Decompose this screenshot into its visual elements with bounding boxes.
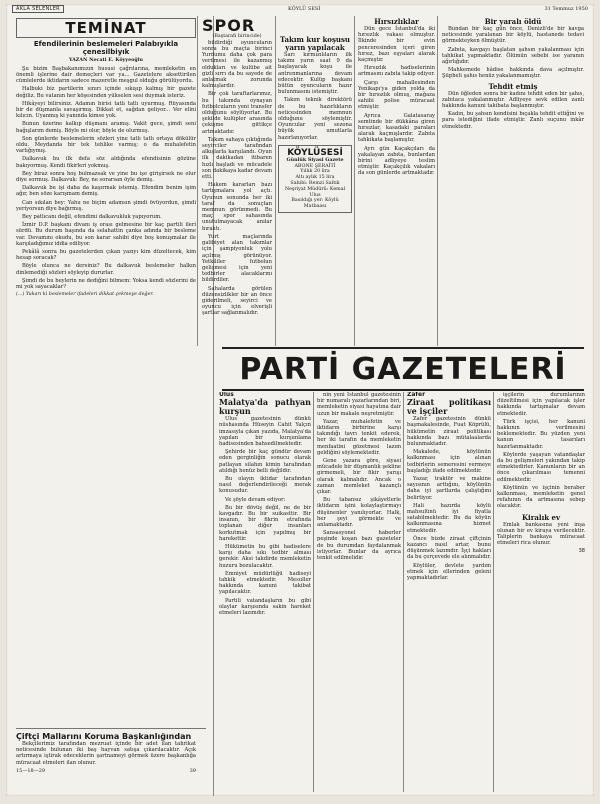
paragraph: Hikâyeyi bilirsiniz. Adamın birisi tatlı tatlı uyurmuş. Rüyasında bir de düşmanla savaşırmış. Dikkat et, sağdan geliyor... Ver elini kılıcın. Uyanmış ki yanında kimse yok. <box>16 100 196 120</box>
column-rule <box>493 392 494 792</box>
paragraph: Can sıkılan bey: Yahu ne biçim adamsın şimdi övüyordun, şimdi yeriyorsun diye bağırmış. <box>16 199 196 212</box>
rent-header: Kiralık ev <box>521 512 561 522</box>
paragraph: Bekçilerimiz tarafından mezruat içinde bir adet ilan tahrikat neticesinde bulunan iki baş hayvan satışa çıkarılacaktır. Açık artırmaya iştirak edeceklerin şartnameyi görmek üzere başkanlığa müracaat etmeleri ilan olunur. <box>16 741 196 766</box>
masthead-line: Basıldığı yer: Köylü Matbaası <box>291 198 339 210</box>
paragraph: Köylerde yaşayan vatandaşlar da bu gelişmeleri yakından takip etmektedirler. Kanunların bir an önce çıkarılması temenni edilmektedir. <box>497 451 585 483</box>
left-page-footer: 15—18—29 <box>16 767 46 774</box>
ulus-article <box>219 392 311 790</box>
mid2-paragraphs <box>317 392 401 561</box>
left-bottom-title: Çiftçi Mallarını Koruma Başkanlığından <box>16 732 192 741</box>
paragraph: Sarı kırmızılıların ilk takımı yarın saat 9 da başlayacak koşu ile antrenmanlarına devam edecektir. Kulüp başkanı bütün oyuncuların hazır bulunmasını istemiştir. <box>278 52 352 96</box>
paragraph: Böyle olunca ne dersiniz? Bu dalkavuk beslemeler halkın dinlemediği sözleri söyleyip dururlar. <box>16 263 196 276</box>
burglary-paragraphs <box>358 26 435 177</box>
burglary-article <box>358 18 435 343</box>
paragraph: Dalkavuk bu ilk defa söz aldığında efendisinin gözüne bakıyormuş. Kendi fikirleri yokmuş. <box>16 156 196 169</box>
rent-paragraphs <box>497 522 585 547</box>
paragraph: bildirdiği oyuncuların sonra bu maçta birinci Yurdumu daha çok para verilmesi ile kazanmış oldukları ve kulübe ait gizli sırrı da bu sayede de anlatmak zorunda kalmışlardır. <box>202 39 272 90</box>
left-paragraphs <box>16 66 196 291</box>
paragraph: Zafer gazetesinin dünkü başmakalesinde, Fuat Köprülü, hükümetin ziraat politikası hakkında bazı mütalaalarda bulunmaktadır. <box>407 416 491 448</box>
paragraph: Ayrı gün Kaçakçıları da yakalayan zabıta, bunlardan birini adliyeye teslim etmiştir. Kaçakçılık vakaları da son günlerde artmaktadır. <box>358 145 435 177</box>
paragraph: Mahkemede hâdise hakkında dava açılmıştır. Şüpheli şahıs henüz yakalanmamıştır. <box>442 67 584 80</box>
right2-article <box>497 392 585 790</box>
paragraph: Bundan bir kaç gün önce, Denizli'de bir kavga neticesinde yaralanan bir köylü, hastanede tedavi görmekteyken ölmüştür. <box>442 26 584 45</box>
paragraph: Halbuki biz partilerin sınırı içinde sıkışıp kalmış bir gazete değiliz. Bu vatanın her köşesinden yükselen sesi duymak isteriz. <box>16 86 196 99</box>
left-bottom-article <box>16 732 196 790</box>
paragraph: Zabıta, kavgayı başlatan şahsın yakalanması için tahkikat yapmaktadır. Ölümün sebebi ise yaranın ağırlığıdır. <box>442 46 584 66</box>
zafer-source: Zafer <box>407 392 426 398</box>
paragraph: Köylüler, devlete yardım etmek için ellerinden geleni yapmaktadırlar. <box>407 562 491 582</box>
masthead-line: ABONE ŞERAİTİ <box>294 163 336 169</box>
paragraph: Emlak bankasına yeni inşa olunan bir ev kiraya verilecektir. Taliplerin bankaya müracaat etmeleri rica olunur. <box>497 521 585 547</box>
paragraph: Dalkavuk bu işi daha da kaşırmak istemiş. Efendim benim işim ağır, ben söze karışmam demiş. <box>16 185 196 198</box>
left-byline: YAZAN Necati E. Köyyeoğlu <box>68 57 144 63</box>
horizontal-rule <box>16 728 206 729</box>
paragraph: Türk işçisi, her kanuni hakkının verilmesini beklemektedir. Bu yüzden yeni kanun tasarıları hazırlanmaktadır. <box>497 418 585 450</box>
paragraph: Sahalarda görülen düzensizlikler bir an önce giderilmeli, seyirci ve oyuncu için elverişli şartlar sağlanmalıdır. <box>202 285 272 317</box>
zafer-title: Ziraat politikası ve işçiler <box>407 397 491 417</box>
masthead-line: Neşriyat Müdürü: Kemal Ulus <box>284 186 346 198</box>
masthead-line: Altı aylık 15 lira <box>295 175 335 181</box>
paragraph: Dün gece İstanbul'da iki hırsızlık vakası olmuştur. İlkinde bir evin penceresinden içeri giren hırsız, bazı eşyaları alarak kaçmıştır. <box>358 26 435 64</box>
paragraph: Hırsızlık hadiselerinin artmasını zabıta takip ediyor. <box>358 65 435 78</box>
section-tag: AKLA SELENLER <box>12 5 64 13</box>
paragraph: Hükümetin bu gibi hadiselere karşı daha sıkı tedbir alması gerekir. Aksi takdirde memleketin huzuru bozulacaktır. <box>219 544 311 569</box>
paragraph: Gene yazara göre, siyasi mücadele bir düşmanlık şekline girmemeli, bir fikir yarışı olarak kalmalıdır. Ancak o zaman memleket kazançlı çıkar. <box>317 458 401 496</box>
right-header: Bir yaralı öldü <box>484 18 542 26</box>
left-bottom-paragraphs <box>16 741 196 766</box>
paragraph: Bu tabansız şikâyetlerle iktidarın işini kolaylaştırmayı düşünenler yanılıyorlar. Halk, her şeyi görmekte ve anlamaktadır. <box>317 497 401 529</box>
paragraph: Pekâlâ sonra bu gazetelerden çıkan yazıyı kim düzeltecek, kim hesap soracak? <box>16 249 196 262</box>
paragraph: Hali hazırda köylü mahsulünü iyi fiyatla satabilmektedir. Bu da köyün kalkınmasına hizmet etmektedir. <box>407 502 491 534</box>
ulus-title: Malatya'da pathyan kurşun <box>219 397 311 417</box>
paragraph: Bir çok taraftarlarımız, bu takımda oynayan futbolcuların yeni transfer olduğunu söylüyorlar. Bu şekilde kulüpler arasında çekişme gittikçe artmaktadır. <box>202 91 272 135</box>
paragraph: Ve şöyle devam ediyor: <box>225 496 286 503</box>
column-rule <box>354 16 355 346</box>
left-subtitle: Efendilerinin beslemeleri Palabıyıkla çenesilbiyık <box>33 40 179 56</box>
right-paragraphs <box>442 26 584 80</box>
paragraph: Hakem kararları bazı tartışmalara yol açtı. Oyunun sonunda her iki taraf da sonuçtan memnun görünmedi. Bu maç spor sahasında unutulmayacak anılar bıraktı. <box>202 182 272 232</box>
newspaper-name: KÖYLÜ SESİ <box>288 6 321 12</box>
paragraph: Şimdi de bu beylerin ne dediğini bilmem: Yoksa kendi sözlerini de mi yok sayacaklar? <box>16 277 196 291</box>
zafer-article <box>407 392 491 790</box>
right-subheader: Tehdit etmiş <box>488 81 538 91</box>
paragraph: Şu bizim Başbakanımızın hususi çağrılarına, memleketin en önemli işlerine dair demeçleri var ya... Gazetelere aksettirilen cümlelerde iktidarın sadece mazeretle meşgul olduğu görülüyordu. <box>16 65 196 85</box>
newspaper-page <box>6 4 594 796</box>
mid2-article <box>317 392 401 790</box>
paragraph: Önce bizde ziraat çiftçinin kazancı nasıl artar, bunu düşünmek lazımdır. İşçi hakları da bu çerçevede ele alınmalıdır. <box>407 535 491 561</box>
paragraph: İzmir D.P. başkanı divanı iş orası gelmesine bir kaç partili ileri sürdü. Bu durum başında da selahattin çanka adında bir besleme var. Devamını okudu, bu son karar sahibi diye boş konuşmalar ile karşıladığımız iddia ediliyor. <box>16 222 196 247</box>
masthead-box <box>278 145 352 213</box>
sport-article <box>202 18 272 343</box>
paragraph: Ayrıca Galatasaray semtinde bir dükkâna giren hırsızlar, kasadaki paraları alarak kaçmışlardır. Zabıta tahkikata başlamıştır. <box>358 112 435 144</box>
paragraph: Sansasyonel haberler peşinde koşan bazı gazeteler de bu durumdan faydalanmak istiyorlar. Bunlar da ayrıca tenkit edilmelidir. <box>317 530 401 562</box>
paragraph: Köylünün ve işçinin beraber kalkınması, memleketin genel refahının da artmasına sebep olacaktır. <box>497 484 585 510</box>
paragraph: Yazar, muhalefetin ve iktidarın birbirine karşı takındığı tavrı tenkit ederek, her iki tarafın da memleketin menfaatini gözetmesi lazım geldiğini söylemektedir. <box>317 418 401 456</box>
koylusesi-sub: Günlük Siyasi Gazete <box>286 156 344 163</box>
paragraph: Ulus gazetesinin dünkü nüshasında Hüseyin Cahit Yalçın imzasıyla çıkan yazıda, Malatya'da yapılan bir kurşunlama hadisesinden bahsedilmektedir. <box>219 416 311 448</box>
paragraph: Bunun üzerine kalkıp düşmanı aramış. Vakit gece, şimdi seni bağışlarım demiş. Böyle mi olur, böyle de olurmuş. <box>16 121 196 134</box>
top-bar <box>12 4 588 14</box>
right-sub-paragraphs <box>442 91 584 130</box>
paragraph: Emniyet müdürlüğü hadiseyi tahkik etmektedir. Mesuller hakkında kanuni takibat yapılacaktır. <box>219 570 311 596</box>
paragraph: Yurt maçlarında galibiyet alan takımlar için şampiyonluk yolu açılmış görünüyor. Yetkililer futbolun gelişmesi için yeni tedbirler alacaklarını bildirdiler. <box>202 233 272 284</box>
paragraph: Bey patlıcanı değil, efendimi dalkavukluk yapıyorum. <box>22 214 162 221</box>
left-masthead: TEMİNAT <box>16 18 196 38</box>
column-rule <box>197 16 198 346</box>
paragraph: Takım teknik direktörü de bu hazırlıkların neticesinden memnun olduğunu söylemiştir. Oyuncular yeni sezona büyük umutlarla hazırlanıyorlar. <box>278 97 352 141</box>
banner-title: PARTİ GAZETELERİ <box>239 351 567 387</box>
issue-date: 31 Temmuz 1950 <box>544 6 588 12</box>
paragraph: Dün öğleden sonra bir kadını tehdit eden bir şahıs, zabıtaca yakalanmıştır. Adliyeye sevk edilen zanlı hakkında kanuni takibata başlanmıştır. <box>442 90 584 110</box>
paragraph: Çarşı mahallesinden Yenikapı'ya giden yolda da bir hırsızlık olmuş, mağaza sahibi polise müracaat etmiştir. <box>358 79 435 111</box>
sport-continued <box>278 18 352 343</box>
burglary-header: Hırsızlıklar <box>374 18 419 26</box>
column-rule <box>313 392 314 792</box>
paragraph: Makalede, köylünün kalkınması için alınan tedbirlerin semeresini vermeye başladığı ifade edilmektedir. <box>407 449 491 474</box>
party-papers-banner <box>222 347 584 391</box>
masthead-line: Yıllık 20 lira <box>300 169 330 175</box>
koylusesi-lines <box>281 164 349 210</box>
sport-masthead: SPOR <box>202 18 256 35</box>
sport-box-paragraphs <box>278 52 352 141</box>
paragraph: Son günlerde beslemelerin sözleri yine tatlı tatlı ortaya dökülür oldu. Meydanda bir tek tehlike varmış; o da muhalefetin varlığıymış. <box>16 135 196 155</box>
sport-paragraphs <box>202 40 272 317</box>
masthead-line: Sahibi: Remzi Saltık <box>290 181 340 187</box>
paragraph: Yazar, traktör ve makine sayısının arttığını, köylünün daha iyi şartlarda çalıştığını belirtiyor. <box>407 476 491 501</box>
sport-sub: (Baştarafı birincide) <box>212 34 262 39</box>
column-rule <box>437 16 438 346</box>
left-article <box>16 18 196 724</box>
paragraph: Bey biraz sonra hoş bulmazsak ve yine bu işe girişirsek ne olur diye sormuş. Dalkavuk: Bey, ne sorarsan öyle demiş. <box>16 170 196 184</box>
paragraph: Partili vatandaşların bu gibi olaylar karşısında sakin hareket etmeleri lazımdır. <box>219 597 311 617</box>
left-page-number: 39 <box>189 767 196 774</box>
paragraph: Takım sahaya çıktığında seyirciler tarafından alkışlarla karşılandı. Oyun ilk dakikadan itibaren hızlı başladı ve mücadele son dakikaya kadar devam etti. <box>202 136 272 181</box>
right-page-number: 38 <box>578 548 585 555</box>
sport-box-title: Takım kur koşusu yarın yapılacak <box>279 35 351 52</box>
column-rule <box>403 392 404 792</box>
paragraph: nin yeni İstanbul gazetesinin bir numaralı yazarlarından biri, memleketin siyasi hayatına dair uzun bir makale neşretmiştir. <box>317 392 401 417</box>
paragraph: Şehirde bir kaç gündür devam eden gerginliğin sonucu olarak patlayan silahın kimin tarafından atıldığı henüz belli değildir. <box>219 449 311 474</box>
right2-paragraphs <box>497 392 585 510</box>
ulus-paragraphs <box>219 416 311 616</box>
paragraph: Kadın, bu şahsın kendisini bıçakla tehdit ettiğini ve para istediğini ifade etmiştir. Zanlı suçunu inkâr etmektedir. <box>442 111 584 130</box>
zafer-paragraphs <box>407 416 491 581</box>
right-article <box>442 18 584 343</box>
paragraph: Bu olayın iktidar tarafından nasıl değerlendirileceği merak konusudur. <box>219 476 311 495</box>
left-footnote: (...) Yukarı ki beslemeler ifadeleri dikkat çekmeye değer. <box>16 292 154 298</box>
column-rule <box>275 16 276 346</box>
koylusesi-title: KÖYLÜSESİ <box>287 147 343 158</box>
paragraph: Bu bir dövüş değil, ne de bir kavgadır. Bu bir suikasttir. Bir insanın, bir fikrin etrafında toplanan diğer insanları korkutmak için yapılmış bir harekettir. <box>219 504 311 542</box>
paragraph: işçilerin durumlarının düzeltilmesi için yapılacak işler hakkında tartışmalar devam etmektedir. <box>497 392 585 417</box>
ulus-source: Ulus <box>219 392 234 398</box>
